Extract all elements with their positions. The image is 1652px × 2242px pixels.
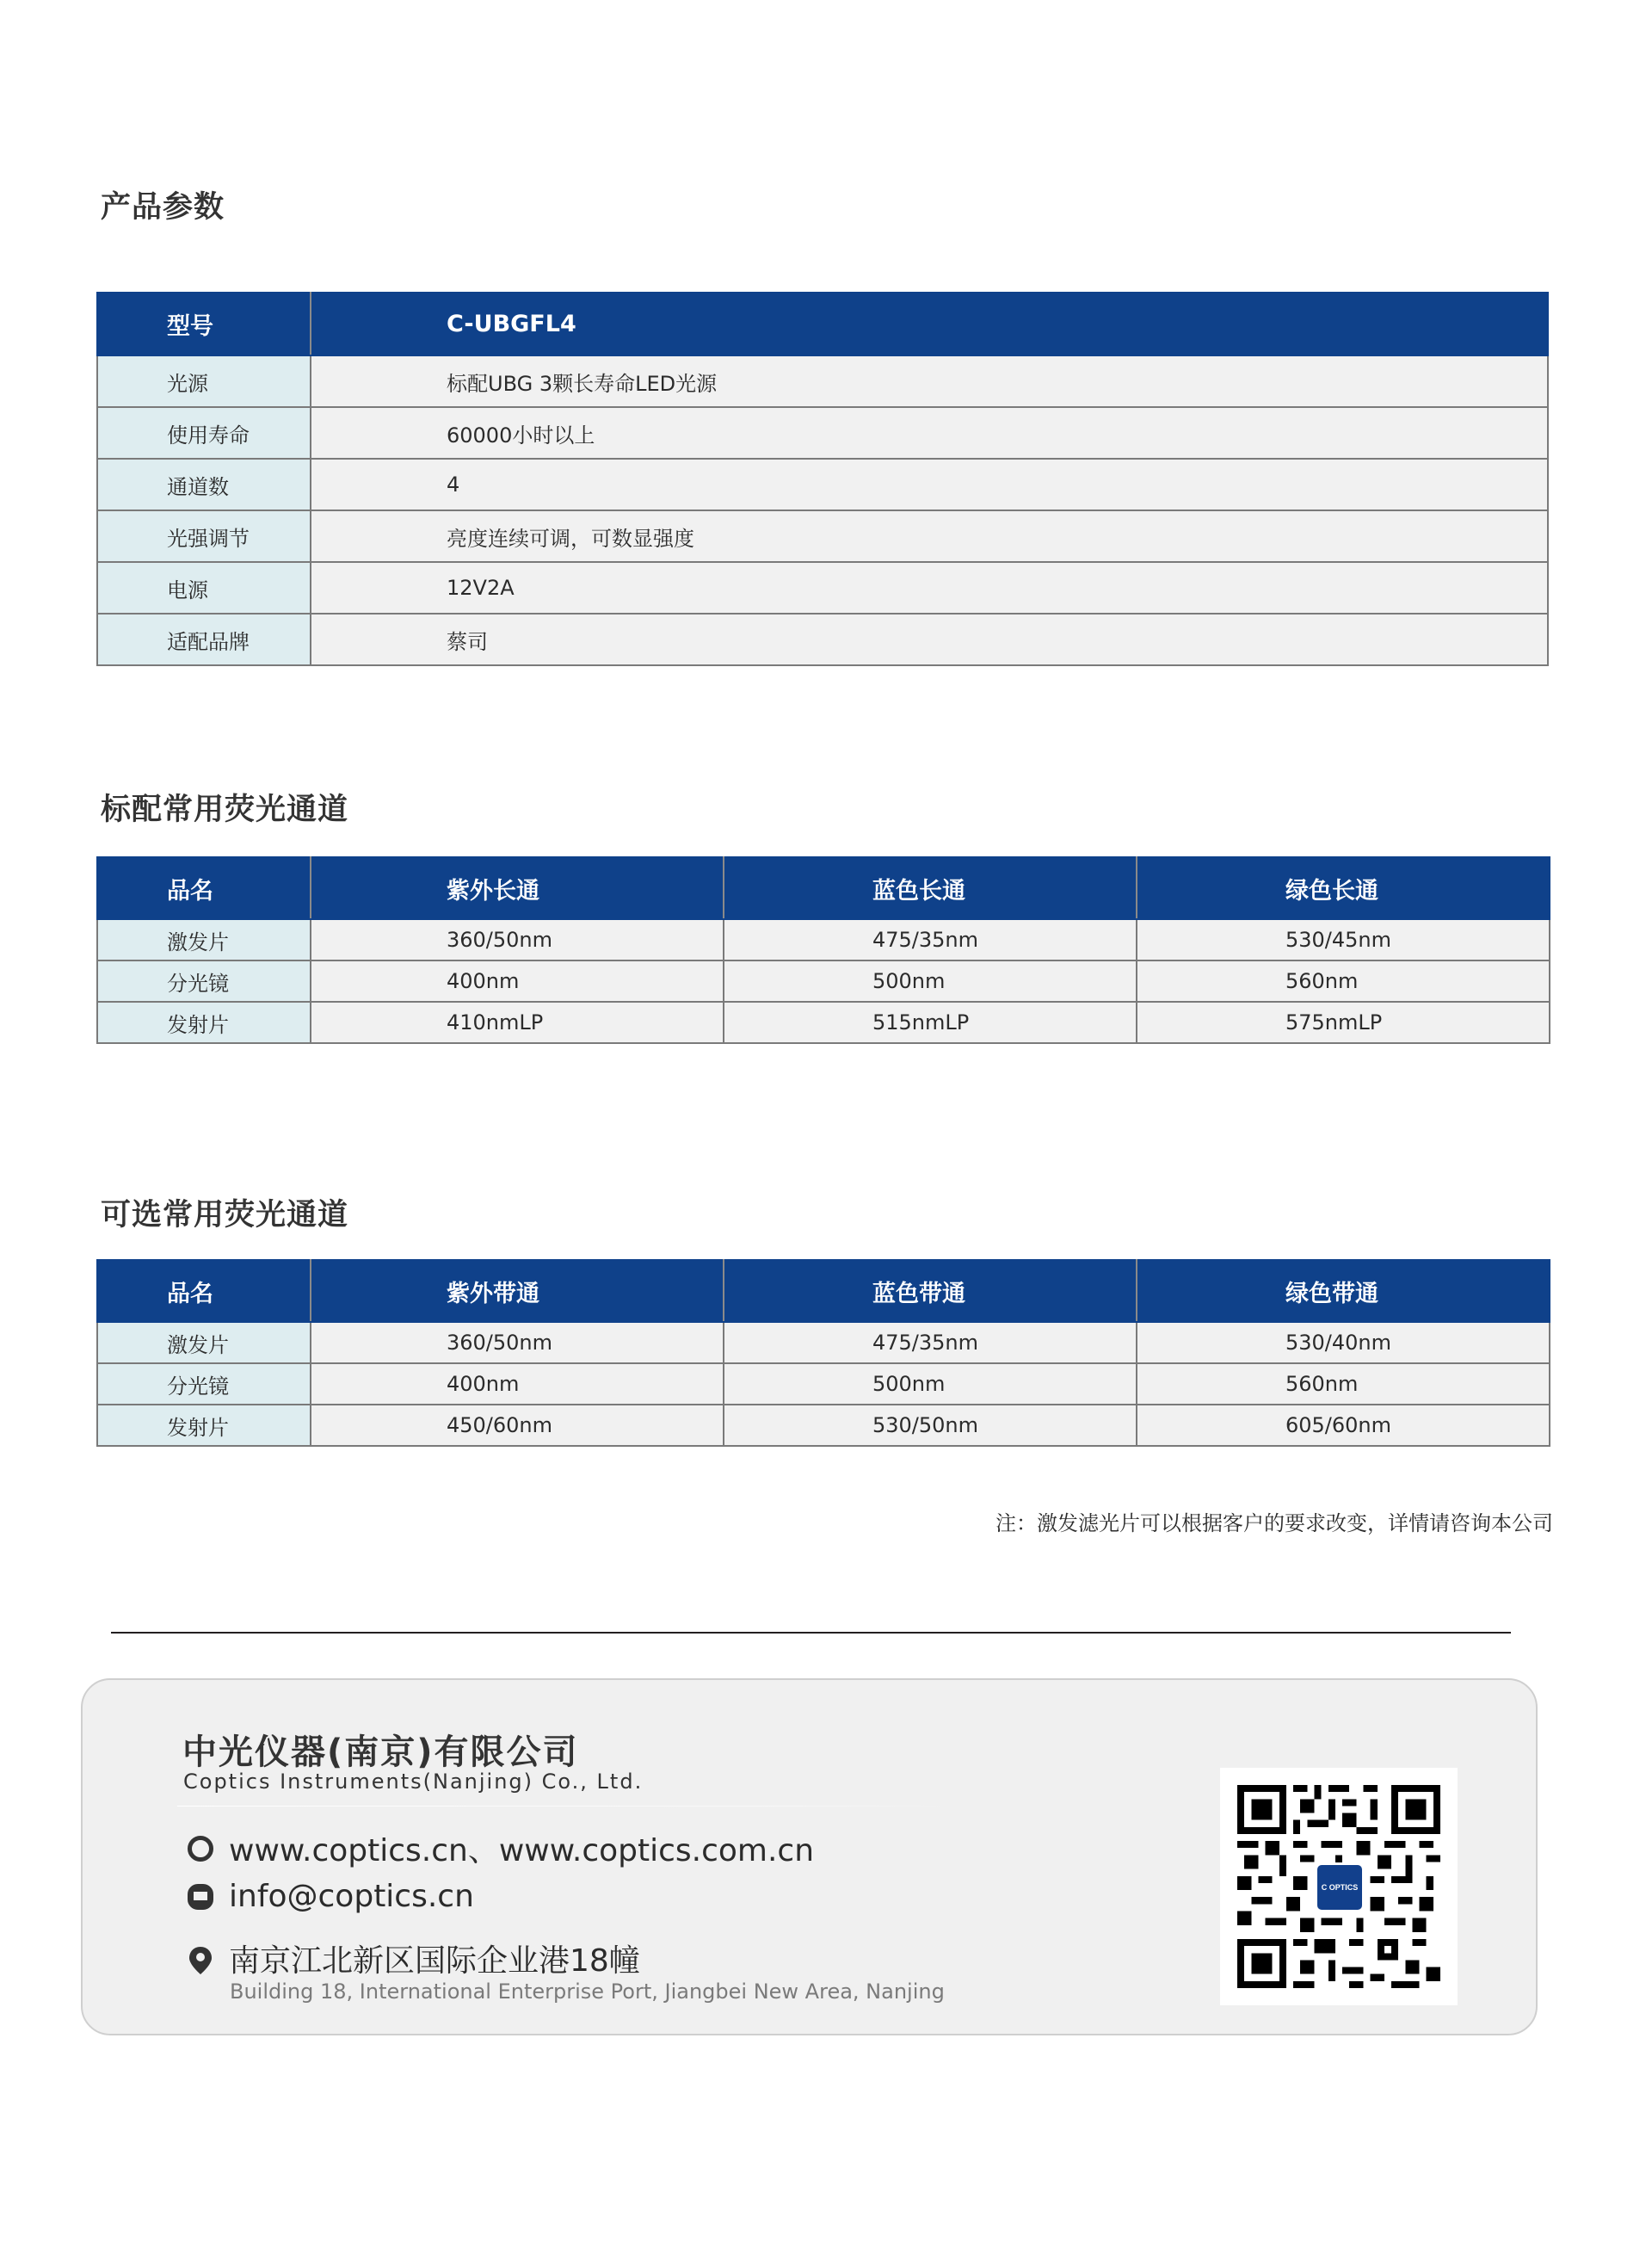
table-row bbox=[97, 1002, 1550, 1043]
cell: 400nm bbox=[311, 960, 724, 1002]
cell: 530/50nm bbox=[724, 1405, 1137, 1446]
table-header-row bbox=[97, 1260, 1550, 1322]
section-title-params: 产品参数 bbox=[101, 190, 225, 225]
table-row bbox=[97, 614, 1548, 665]
cell: 560nm bbox=[1137, 960, 1550, 1002]
row-label: 发射片 bbox=[97, 1405, 311, 1446]
cell: 360/50nm bbox=[311, 1322, 724, 1363]
location-pin-icon bbox=[188, 1946, 213, 1972]
row-value: 亮度连续可调，可数显强度 bbox=[311, 510, 1548, 562]
row-label: 激发片 bbox=[97, 919, 311, 960]
address-cn-text: 南京江北新区国际企业港18幢 bbox=[229, 1943, 640, 1979]
header-cell: 紫外带通 bbox=[311, 1260, 724, 1322]
row-value: 60000小时以上 bbox=[311, 407, 1548, 459]
cell: 410nmLP bbox=[311, 1002, 724, 1043]
company-name-cn: 中光仪器(南京)有限公司 bbox=[182, 1732, 579, 1772]
params-table bbox=[96, 292, 1549, 666]
row-value: 4 bbox=[311, 459, 1548, 510]
row-value: 蔡司 bbox=[311, 614, 1548, 665]
row-label: 光强调节 bbox=[97, 510, 311, 562]
header-cell: 品名 bbox=[97, 1260, 311, 1322]
table-row bbox=[97, 1405, 1550, 1446]
table-row bbox=[97, 1322, 1550, 1363]
table-row bbox=[97, 407, 1548, 459]
header-cell: 紫外长通 bbox=[311, 857, 724, 919]
cell: 400nm bbox=[311, 1363, 724, 1405]
table-row bbox=[97, 562, 1548, 614]
globe-ring-icon bbox=[188, 1836, 213, 1862]
cell: 360/50nm bbox=[311, 919, 724, 960]
cell: 530/40nm bbox=[1137, 1322, 1550, 1363]
row-label: 分光镜 bbox=[97, 1363, 311, 1405]
contact-email[interactable] bbox=[188, 1879, 474, 1914]
table-row bbox=[97, 960, 1550, 1002]
header-model-value: C-UBGFL4 bbox=[311, 293, 1548, 355]
footer-divider bbox=[111, 1632, 1511, 1634]
address-en-text: Building 18, International Enterprise Port, Jiangbei New Area, Nanjing bbox=[230, 1980, 945, 2004]
company-rule bbox=[177, 1806, 952, 1807]
row-value: 12V2A bbox=[311, 562, 1548, 614]
header-cell: 绿色带通 bbox=[1137, 1260, 1550, 1322]
cell: 515nmLP bbox=[724, 1002, 1137, 1043]
table-row bbox=[97, 919, 1550, 960]
header-cell: 蓝色长通 bbox=[724, 857, 1137, 919]
table-row bbox=[97, 1363, 1550, 1405]
header-cell: 绿色长通 bbox=[1137, 857, 1550, 919]
cell: 450/60nm bbox=[311, 1405, 724, 1446]
standard-channels-table bbox=[96, 856, 1550, 1044]
cell: 530/45nm bbox=[1137, 919, 1550, 960]
section-title-standard-channels: 标配常用荧光通道 bbox=[101, 793, 349, 827]
header-cell: 蓝色带通 bbox=[724, 1260, 1137, 1322]
cell: 605/60nm bbox=[1137, 1405, 1550, 1446]
customization-note: 注：激发滤光片可以根据客户的要求改变，详情请咨询本公司 bbox=[996, 1511, 1553, 1535]
row-label: 使用寿命 bbox=[97, 407, 311, 459]
row-label: 分光镜 bbox=[97, 960, 311, 1002]
cell: 500nm bbox=[724, 960, 1137, 1002]
mail-icon bbox=[188, 1884, 213, 1910]
table-header-row bbox=[97, 293, 1548, 355]
table-row bbox=[97, 355, 1548, 407]
cell: 560nm bbox=[1137, 1363, 1550, 1405]
row-label: 电源 bbox=[97, 562, 311, 614]
table-header-row bbox=[97, 857, 1550, 919]
section-title-optional-channels: 可选常用荧光通道 bbox=[101, 1198, 349, 1232]
cell: 575nmLP bbox=[1137, 1002, 1550, 1043]
cell: 475/35nm bbox=[724, 919, 1137, 960]
row-label: 激发片 bbox=[97, 1322, 311, 1363]
contact-address bbox=[188, 1936, 640, 1980]
company-name-en: Coptics Instruments(Nanjing) Co., Ltd. bbox=[183, 1770, 644, 1794]
website-text[interactable]: www.coptics.cn、www.coptics.com.cn bbox=[229, 1833, 815, 1868]
header-model-label: 型号 bbox=[97, 293, 311, 355]
cell: 475/35nm bbox=[724, 1322, 1137, 1363]
cell: 500nm bbox=[724, 1363, 1137, 1405]
table-row bbox=[97, 459, 1548, 510]
qr-code bbox=[1220, 1768, 1458, 2005]
qr-logo: C OPTICS bbox=[1315, 1862, 1365, 1912]
row-value: 标配UBG 3颗长寿命LED光源 bbox=[311, 355, 1548, 407]
table-row bbox=[97, 510, 1548, 562]
header-cell: 品名 bbox=[97, 857, 311, 919]
row-label: 光源 bbox=[97, 355, 311, 407]
row-label: 适配品牌 bbox=[97, 614, 311, 665]
row-label: 通道数 bbox=[97, 459, 311, 510]
optional-channels-table bbox=[96, 1259, 1550, 1447]
email-text[interactable]: info@coptics.cn bbox=[229, 1879, 474, 1914]
row-label: 发射片 bbox=[97, 1002, 311, 1043]
contact-website[interactable] bbox=[188, 1826, 814, 1870]
